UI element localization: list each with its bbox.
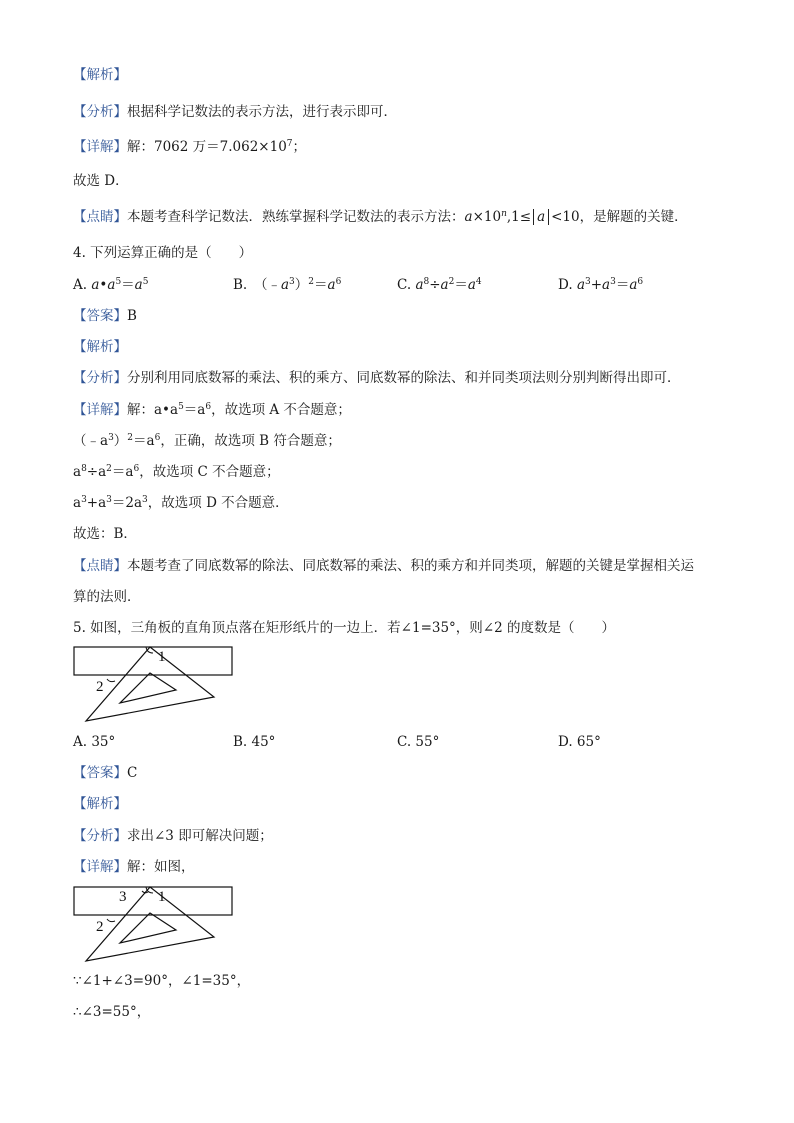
option-label: D.	[558, 277, 577, 293]
op: ＝	[314, 277, 328, 293]
xiangjie-tag: 【详解】	[73, 859, 127, 875]
text: ）	[113, 433, 128, 449]
option-label: A.	[73, 277, 92, 293]
var: a	[91, 277, 100, 293]
exponent: 7	[286, 139, 293, 149]
var: a	[467, 277, 476, 293]
fenxi-text: 分别利用同底数幂的乘法、积的乘方、同底数幂的除法、和并同类项法则分别判断得出即可．	[127, 370, 681, 386]
option-label: B. （﹣	[233, 277, 281, 293]
fenxi-tag: 【分析】	[73, 828, 127, 844]
q4-answer-line	[73, 307, 137, 325]
q4-xiangjie-line1	[73, 401, 351, 419]
text: ，正确，故选项 B 符合题意；	[160, 433, 341, 449]
op: ＝	[121, 277, 135, 293]
text: ＝a	[111, 464, 134, 480]
q4-xiangjie-line4	[73, 494, 289, 512]
xiangjie-line-1	[73, 138, 306, 156]
var: a	[327, 277, 336, 293]
text: a	[73, 495, 82, 511]
formula-lt: <10	[551, 209, 580, 225]
q5-solution-figure	[70, 883, 240, 967]
formula-cond: ,1≤	[506, 209, 532, 225]
exponent: 6	[133, 464, 140, 474]
exponent: 3	[585, 277, 591, 287]
op: •	[99, 277, 108, 293]
answer-tag: 【答案】	[73, 765, 127, 781]
exponent: 3	[289, 277, 295, 287]
dianjing-text: 本题考查科学记数法．熟练掌握科学记数法的表示方法：	[127, 209, 465, 225]
var: a	[576, 277, 585, 293]
q5-because-line: ∵∠1+∠3=90°，∠1=35°，	[73, 973, 251, 989]
fig-label-2: 2	[96, 919, 104, 935]
angle-mark	[107, 919, 115, 922]
xiangjie-end: ；	[292, 139, 307, 155]
exponent: 2	[106, 464, 112, 474]
fenxi-tag: 【分析】	[73, 370, 127, 386]
formula-n: n	[501, 209, 507, 219]
fig-label-2: 2	[96, 679, 104, 695]
op: ＝	[615, 277, 630, 293]
q4-option-b	[233, 276, 341, 294]
triangle-ruler-outer	[86, 887, 214, 961]
answer-tag: 【答案】	[73, 308, 127, 324]
q5-figure	[70, 643, 240, 727]
exponent: 3	[106, 495, 112, 505]
rectangle-paper	[74, 887, 232, 915]
op: +	[590, 277, 603, 293]
fig-label-1: 1	[158, 649, 166, 665]
text: ＝a	[133, 433, 155, 449]
fenxi-line-1	[73, 103, 397, 121]
fenxi-tag: 【分析】	[73, 104, 127, 120]
q4-guxuan: 故选：B．	[73, 526, 137, 542]
exponent: 8	[81, 464, 87, 474]
jiexi-heading-1: 【解析】	[73, 67, 127, 83]
q5-stem: 5. 如图，三角板的直角顶点落在矩形纸片的一边上．若∠1=35°，则∠2 的度数是（ ）	[73, 620, 616, 636]
q5-option-c: C. 55°	[397, 734, 440, 750]
answer-value: B	[127, 308, 137, 324]
exponent: 6	[335, 277, 342, 287]
xiangjie-tag: 【详解】	[73, 402, 127, 418]
q4-option-a	[73, 276, 148, 294]
exponent: 5	[142, 277, 149, 287]
text: ，故选项 D 不合题意．	[147, 495, 289, 511]
xiangjie-text: 解：如图，	[127, 859, 195, 875]
q4-stem: 4. 下列运算正确的是（ ）	[73, 245, 253, 261]
exponent: 8	[423, 277, 430, 287]
guxuan-line-1: 故选 D．	[73, 173, 129, 189]
op: ÷	[429, 277, 441, 293]
q4-dianjing-line2: 算的法则．	[73, 589, 141, 605]
angle-mark	[107, 679, 115, 682]
text: ＝a	[183, 402, 206, 418]
fig-label-3: 3	[119, 889, 127, 905]
triangle-ruler-outer	[86, 647, 214, 721]
formula-a: a	[464, 209, 473, 225]
dianjing-text: 本题考查了同底数幂的除法、同底数幂的乘法、积的乘方和并同类项，解题的关键是掌握相关运	[127, 558, 694, 574]
text: ＝2a	[111, 495, 143, 511]
q4-fenxi-line	[73, 369, 681, 387]
q4-dianjing-line1	[73, 557, 694, 575]
xiangjie-tag: 【详解】	[73, 139, 127, 155]
dianjing-line-1	[73, 208, 688, 226]
triangle-ruler-inner	[120, 913, 176, 943]
fenxi-text: 求出∠3 即可解决问题；	[127, 828, 273, 844]
var: a	[602, 277, 611, 293]
triangle-ruler-inner	[120, 673, 176, 703]
q5-xiangjie-line	[73, 858, 195, 876]
exponent: 2	[448, 277, 455, 287]
q5-option-a: A. 35°	[73, 734, 116, 750]
fig-label-1: 1	[158, 889, 166, 905]
text: a	[73, 464, 82, 480]
text: ÷a	[86, 464, 107, 480]
dianjing-tag: 【点睛】	[73, 558, 127, 574]
xiangjie-text: 解：7062 万＝7.062×10	[127, 139, 287, 155]
q4-xiangjie-line3	[73, 463, 280, 481]
var: a	[629, 277, 638, 293]
exponent: 3	[610, 277, 616, 287]
q5-jiexi-heading: 【解析】	[73, 796, 127, 812]
op: ）	[294, 277, 309, 293]
q4-xiangjie-line2	[73, 432, 341, 450]
rectangle-paper	[74, 647, 232, 675]
answer-value: C	[127, 765, 138, 781]
exponent: 3	[108, 433, 114, 443]
exponent: 6	[154, 433, 161, 443]
exponent: 2	[308, 277, 314, 287]
exponent: 2	[127, 433, 134, 443]
op: ＝	[454, 277, 468, 293]
formula-times: ×10	[472, 209, 502, 225]
exponent: 5	[178, 402, 184, 412]
q5-therefore-line: ∴∠3=55°，	[73, 1004, 151, 1020]
exponent: 4	[475, 277, 482, 287]
formula-abs: a	[533, 209, 549, 225]
exponent: 5	[115, 277, 122, 287]
text: 解：a•a	[127, 402, 179, 418]
var: a	[440, 277, 449, 293]
fenxi-text: 根据科学记数法的表示方法，进行表示即可．	[127, 104, 397, 120]
text: （﹣a	[73, 433, 109, 449]
q5-fenxi-line	[73, 827, 273, 845]
exponent: 3	[81, 495, 87, 505]
q5-answer-line	[73, 764, 137, 782]
q4-jiexi-heading: 【解析】	[73, 339, 127, 355]
q5-option-b: B. 45°	[233, 734, 276, 750]
option-label: C.	[397, 277, 416, 293]
dianjing-end: ，是解题的关键．	[579, 209, 688, 225]
q4-option-d	[558, 276, 643, 294]
var: a	[134, 277, 143, 293]
var: a	[415, 277, 424, 293]
dianjing-tag: 【点睛】	[73, 209, 127, 225]
exponent: 3	[142, 495, 148, 505]
var: a	[280, 277, 290, 293]
exponent: 6	[637, 277, 644, 287]
var: a	[107, 277, 116, 293]
q5-option-d: D. 65°	[558, 734, 601, 750]
q4-option-c	[397, 276, 482, 294]
text: ，故选项 A 不合题意；	[211, 402, 351, 418]
text: ，故选项 C 不合题意；	[139, 464, 280, 480]
exponent: 6	[205, 402, 212, 412]
text: +a	[86, 495, 107, 511]
